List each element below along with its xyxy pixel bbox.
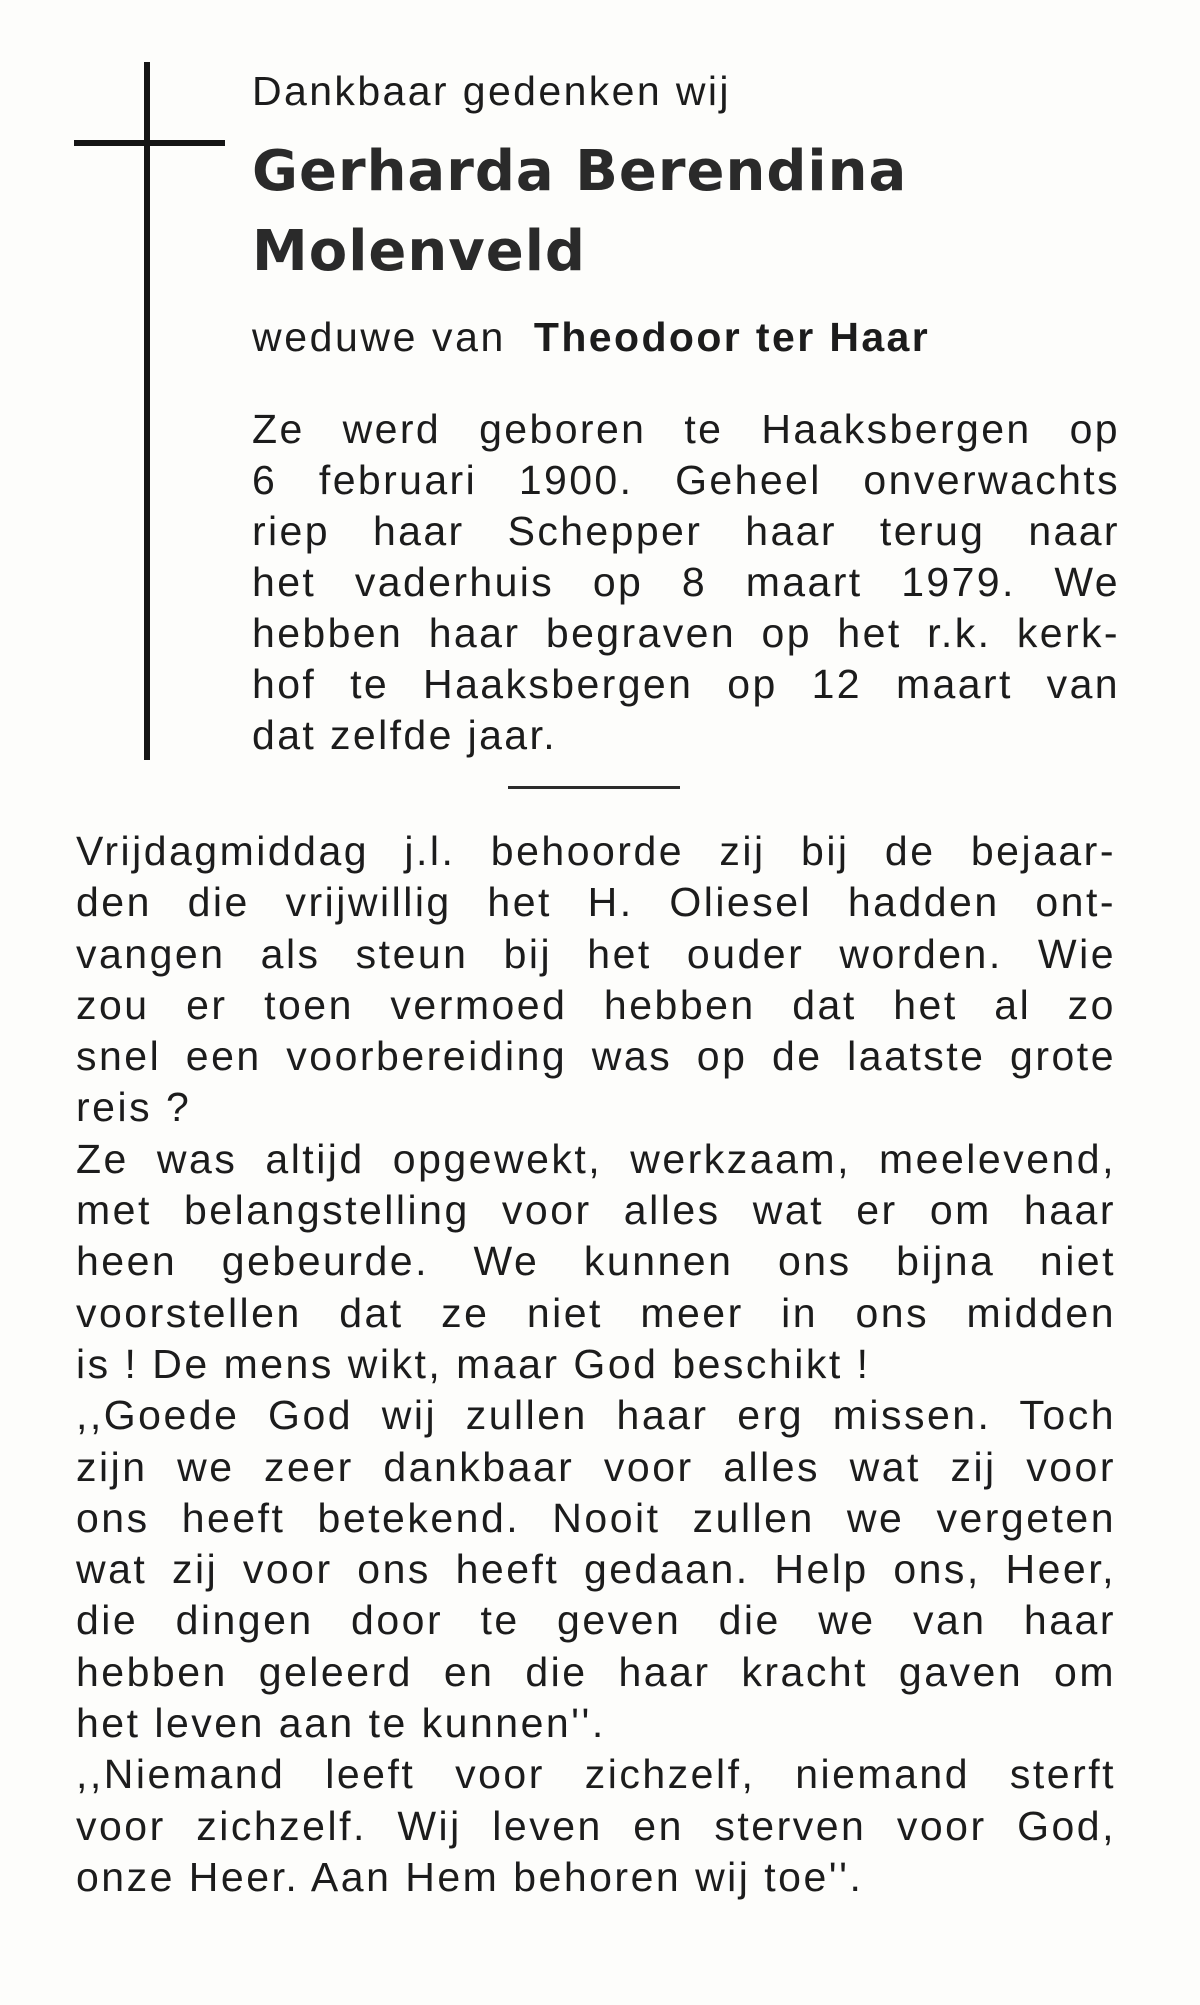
card-header bbox=[252, 60, 1122, 761]
body-text bbox=[76, 826, 1116, 1903]
body-line: Vrijdagmiddag j.l. behoorde zij bij de bejaar- bbox=[76, 828, 1116, 874]
intro-text: Dankbaar gedenken wij bbox=[252, 68, 731, 114]
body-line: vangen als steun bij het ouder worden. Wie bbox=[76, 930, 1116, 977]
cross-icon bbox=[144, 62, 150, 760]
body-line: voor zichzelf. Wij leven en sterven voor God, bbox=[76, 1802, 1116, 1849]
body-line: onze Heer. Aan Hem behoren wij toe''. bbox=[76, 1853, 864, 1900]
widow-prefix: weduwe van bbox=[252, 314, 506, 360]
body-line: wat zij voor ons heeft gedaan. Help ons, Heer, bbox=[76, 1546, 1116, 1593]
body-line: snel een voorbereiding was op de laatste grote bbox=[76, 1033, 1116, 1080]
body-line: het leven aan te kunnen''. bbox=[76, 1700, 606, 1747]
body-line: die dingen door te geven die we van haar bbox=[76, 1597, 1116, 1644]
bio-line: dat zelfde jaar. bbox=[252, 712, 558, 758]
bio-line: hof te Haaksbergen op 12 maart van bbox=[252, 661, 1120, 707]
deceased-name bbox=[252, 132, 1122, 292]
body-line: ons heeft betekend. Nooit zullen we vergeten bbox=[76, 1494, 1116, 1541]
section-divider bbox=[508, 786, 680, 789]
body-line: zijn we zeer dankbaar voor alles wat zij voor bbox=[76, 1443, 1116, 1490]
widow-line bbox=[252, 306, 1122, 368]
bio-line: riep haar Schepper haar terug naar bbox=[252, 508, 1120, 554]
body-line: met belangstelling voor alles wat er om haar bbox=[76, 1187, 1116, 1234]
body-line: zou er toen vermoed hebben dat het al zo bbox=[76, 981, 1116, 1028]
body-line: den die vrijwillig het H. Oliesel hadden ont- bbox=[76, 879, 1116, 926]
deceased-name-line-2: Molenveld bbox=[252, 219, 587, 284]
bio-line: 6 februari 1900. Geheel onverwachts bbox=[252, 457, 1120, 503]
biography bbox=[252, 404, 1120, 761]
body-line: hebben geleerd en die haar kracht gaven om bbox=[76, 1648, 1116, 1695]
bio-line: Ze werd geboren te Haaksbergen op bbox=[252, 406, 1120, 452]
body-line: reis ? bbox=[76, 1084, 192, 1131]
body-line: is ! De mens wikt, maar God beschikt ! bbox=[76, 1340, 871, 1387]
bio-line: het vaderhuis op 8 maart 1979. We bbox=[252, 559, 1120, 605]
body-line: Ze was altijd opgewekt, werkzaam, meelevend, bbox=[76, 1135, 1116, 1182]
cross-icon-bar bbox=[74, 140, 225, 146]
body-line: voorstellen dat ze niet meer in ons midden bbox=[76, 1289, 1116, 1336]
husband-name: Theodoor ter Haar bbox=[533, 314, 931, 360]
bio-line: hebben haar begraven op het r.k. kerk- bbox=[252, 610, 1120, 656]
body-line: ,,Niemand leeft voor zichzelf, niemand sterft bbox=[76, 1751, 1116, 1798]
body-line: ,,Goede God wij zullen haar erg missen. Toch bbox=[76, 1392, 1116, 1439]
deceased-name-line-1: Gerharda Berendina bbox=[252, 139, 908, 204]
body-line: heen gebeurde. We kunnen ons bijna niet bbox=[76, 1238, 1116, 1285]
